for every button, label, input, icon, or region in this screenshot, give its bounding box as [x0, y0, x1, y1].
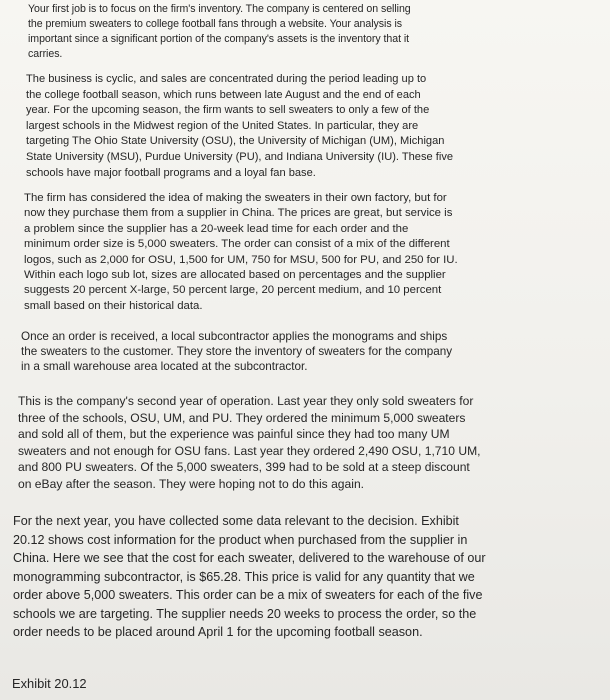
text-line: a problem since the supplier has a 20-week lead time for each order and the	[24, 222, 409, 235]
text-line: minimum order size is 5,000 sweaters. The order can consist of a mix of the different	[24, 238, 450, 251]
text-line: carries.	[28, 48, 63, 61]
text-line: in a small warehouse area located at the subcontractor.	[21, 360, 308, 374]
text-line: State University (MSU), Purdue University (PU), and Indiana University (IU). These five	[26, 150, 454, 163]
text-line: The firm has considered the idea of making the sweaters in their own factory, but for	[24, 192, 447, 204]
text-line: suggests 20 percent X-large, 50 percent large, 20 percent medium, and 10 percent	[24, 284, 442, 297]
text-line: Once an order is received, a local subcontractor applies the monograms and ships	[21, 330, 448, 343]
text-line: the premium sweaters to college football fans through a website. Your analysis is	[28, 18, 403, 31]
text-line: largest schools in the Midwest region of the United States. In particular, they are	[26, 119, 419, 132]
text-line: Exhibit 20.12	[12, 676, 87, 691]
text-line: three of the schools, OSU, UM, and PU. They ordered the minimum 5,000 sweaters	[18, 410, 466, 425]
text-line: monogramming subcontractor, is $65.28. This price is valid for any quantity that we	[13, 569, 475, 584]
text-line: the college football season, which runs between late August and the end of each	[26, 88, 421, 101]
paragraph-next-year	[13, 512, 486, 642]
text-line: Within each logo sub lot, sizes are allocated based on percentages and the supplier	[24, 269, 446, 282]
text-line: logos, such as 2,000 for OSU, 1,500 for UM, 750 for MSU, 500 for PU, and 250 for IU.	[24, 253, 458, 266]
text-line: small based on their historical data.	[24, 299, 203, 312]
paragraph-second-year	[18, 393, 481, 492]
text-line: year. For the upcoming season, the firm wants to sell sweaters to only a few of the	[26, 104, 430, 117]
paragraph-subcontractor	[21, 329, 452, 375]
text-line: order needs to be placed around April 1 for the upcoming football season.	[13, 625, 423, 639]
exhibit-caption	[12, 675, 87, 693]
text-line: and sold all of them, but the experience was painful since they had too many UM	[18, 427, 450, 441]
text-line: important since a significant portion of the company's assets is the inventory that it	[28, 33, 410, 46]
paragraph-supplier	[24, 191, 458, 314]
text-line: now they purchase them from a supplier in China. The prices are great, but service is	[24, 207, 453, 220]
text-line: the sweaters to the customer. They store the inventory of sweaters for the company	[21, 345, 453, 359]
paragraph-business-cycle	[26, 72, 453, 181]
text-line: targeting The Ohio State University (OSU), the University of Michigan (UM), Michigan	[26, 135, 445, 148]
text-line: on eBay after the season. They were hoping not to do this again.	[18, 476, 365, 491]
text-line: sweaters and not enough for OSU fans. Last year they ordered 2,490 OSU, 1,710 UM,	[18, 443, 481, 458]
text-line: schools we are targeting. The supplier needs 20 weeks to process the order, so the	[13, 606, 477, 621]
text-line: 20.12 shows cost information for the product when purchased from the supplier in	[13, 532, 468, 547]
paragraph-inventory-focus	[28, 2, 411, 62]
text-line: This is the company's second year of operation. Last year they only sold sweaters for	[18, 394, 474, 408]
text-line: schools have major football programs and a loyal fan base.	[26, 166, 316, 179]
text-line: Your first job is to focus on the firm's inventory. The company is centered on selling	[28, 3, 411, 15]
text-line: For the next year, you have collected some data relevant to the decision. Exhibit	[13, 514, 459, 528]
text-line: order above 5,000 sweaters. This order can be a mix of sweaters for each of the five	[13, 588, 483, 602]
text-line: The business is cyclic, and sales are concentrated during the period leading up to	[26, 73, 427, 85]
text-line: China. Here we see that the cost for each sweater, delivered to the warehouse of our	[13, 551, 486, 565]
text-line: and 800 PU sweaters. Of the 5,000 sweaters, 399 had to be sold at a steep discount	[18, 460, 470, 474]
